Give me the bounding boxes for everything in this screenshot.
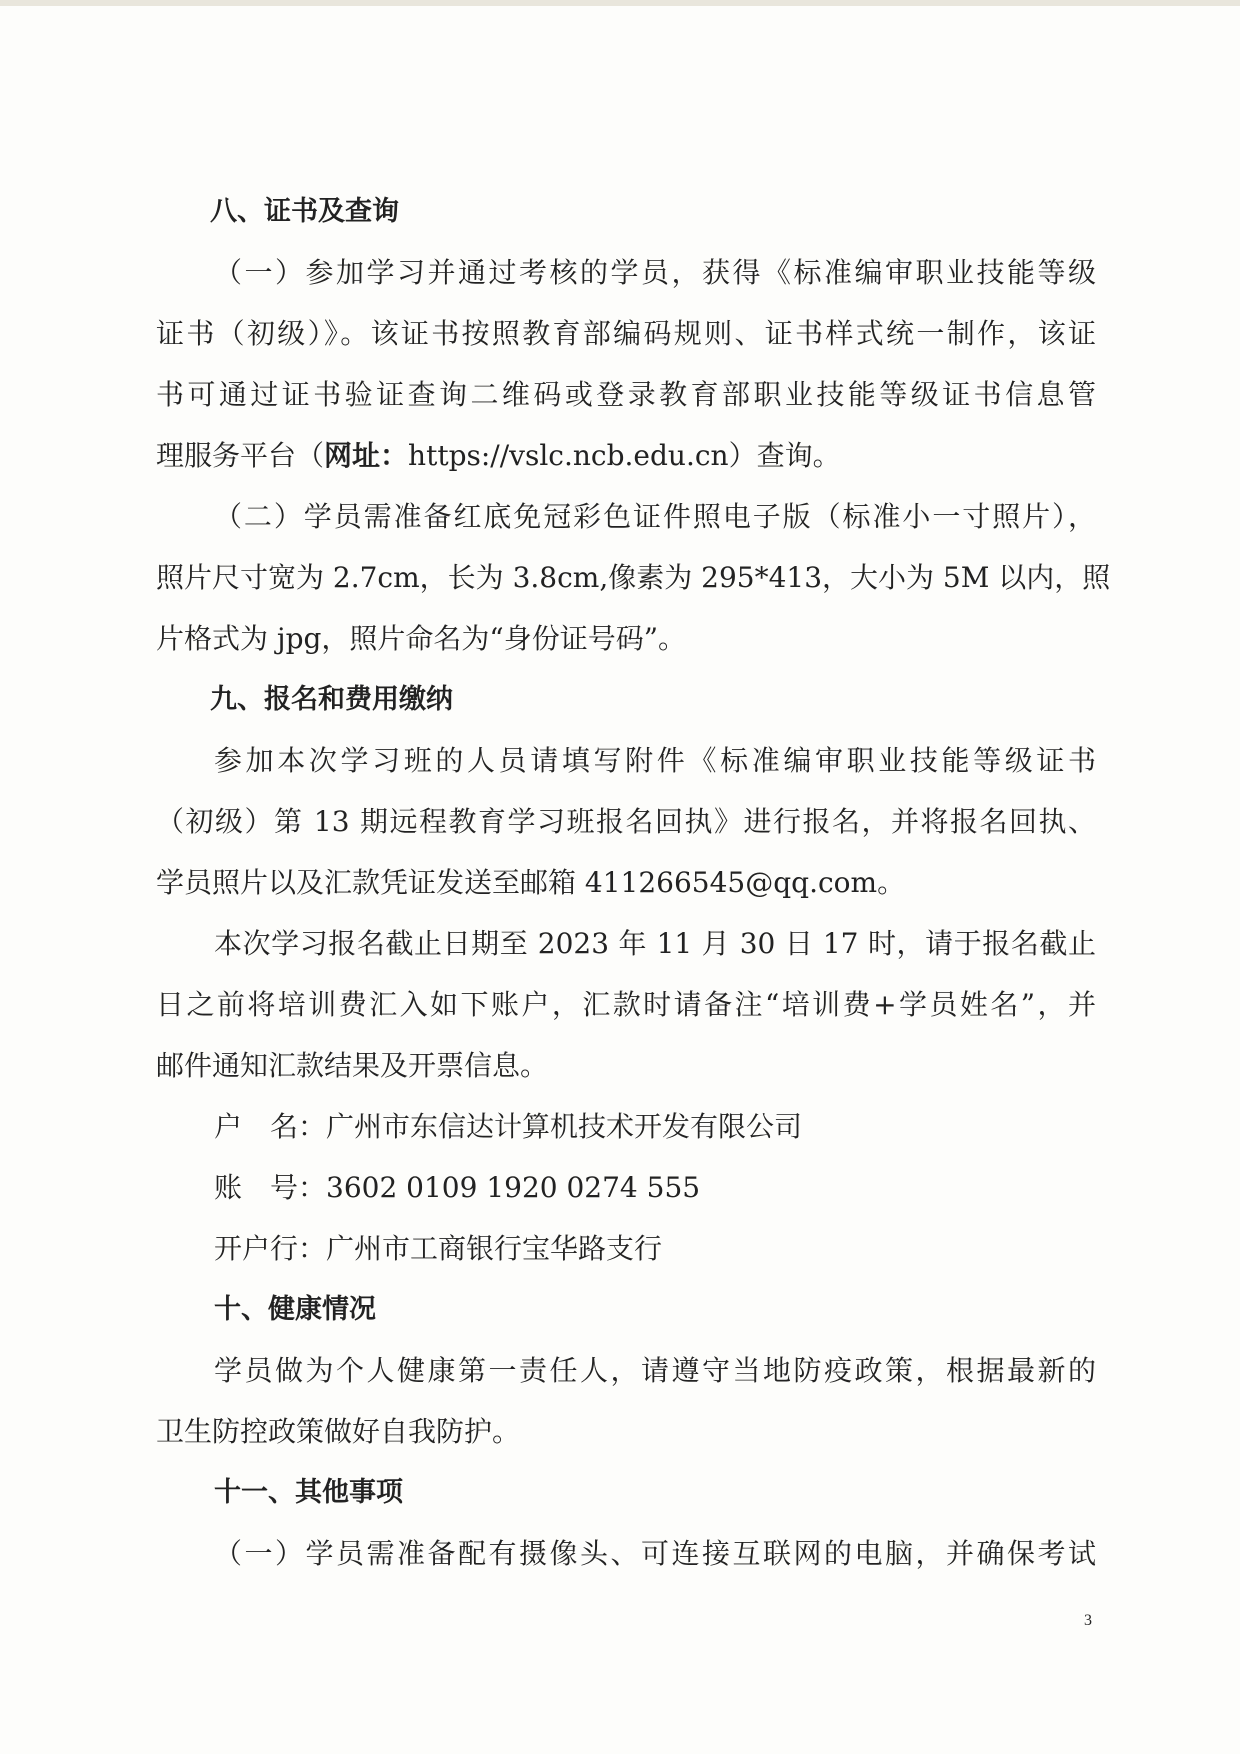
- text-line: 账 号：3602 0109 1920 0274 555: [214, 1171, 701, 1204]
- text-line: [156, 425, 1096, 486]
- text-line: 日之前将培训费汇入如下账户，汇款时请备注“培训费+学员姓名”，并: [156, 988, 1096, 1021]
- text-line: 证书（初级）》。该证书按照教育部编码规则、证书样式统一制作，该证: [156, 317, 1096, 350]
- section-heading: 九、报名和费用缴纳: [210, 684, 453, 715]
- text-line: 户 名：广州市东信达计算机技术开发有限公司: [214, 1110, 803, 1143]
- text-line: 学员做为个人健康第一责任人，请遵守当地防疫政策，根据最新的: [214, 1354, 1096, 1387]
- section-heading: 八、证书及查询: [210, 196, 399, 227]
- section-heading: 十、健康情况: [214, 1294, 376, 1325]
- text-line: 邮件通知汇款结果及开票信息。: [156, 1049, 549, 1082]
- page-number: 3: [1084, 1612, 1092, 1629]
- text-line: （一）学员需准备配有摄像头、可连接互联网的电脑，并确保考试: [214, 1537, 1096, 1570]
- section-heading: 十一、其他事项: [214, 1477, 403, 1508]
- text-fragment: 理服务平台（: [156, 439, 325, 472]
- text-line: 片格式为 jpg，照片命名为“身份证号码”。: [156, 622, 687, 655]
- document-body: [156, 181, 1111, 1584]
- url-label: 网址：: [324, 439, 409, 472]
- text-line: 照片尺寸宽为 2.7cm，长为 3.8cm,像素为 295*413，大小为 5M 以内，照: [156, 561, 1111, 594]
- text-line: 开户行：广州市工商银行宝华路支行: [214, 1232, 663, 1265]
- text-line: 书可通过证书验证查询二维码或登录教育部职业技能等级证书信息管: [156, 378, 1096, 411]
- text-line: 学员照片以及汇款凭证发送至邮箱 411266545@qq.com。: [156, 866, 906, 899]
- scan-edge: [0, 0, 1240, 6]
- text-line: 本次学习报名截止日期至 2023 年 11 月 30 日 17 时，请于报名截止: [214, 927, 1096, 960]
- text-line: 卫生防控政策做好自我防护。: [156, 1415, 521, 1448]
- text-line: （初级）第 13 期远程教育学习班报名回执》进行报名，并将报名回执、: [156, 805, 1096, 838]
- text-line: 参加本次学习班的人员请填写附件《标准编审职业技能等级证书: [214, 744, 1096, 777]
- text-line: （二）学员需准备红底免冠彩色证件照电子版（标准小一寸照片），: [214, 500, 1096, 533]
- url-text: https://vslc.ncb.edu.cn）查询。: [408, 439, 841, 472]
- text-line: （一）参加学习并通过考核的学员，获得《标准编审职业技能等级: [214, 256, 1096, 289]
